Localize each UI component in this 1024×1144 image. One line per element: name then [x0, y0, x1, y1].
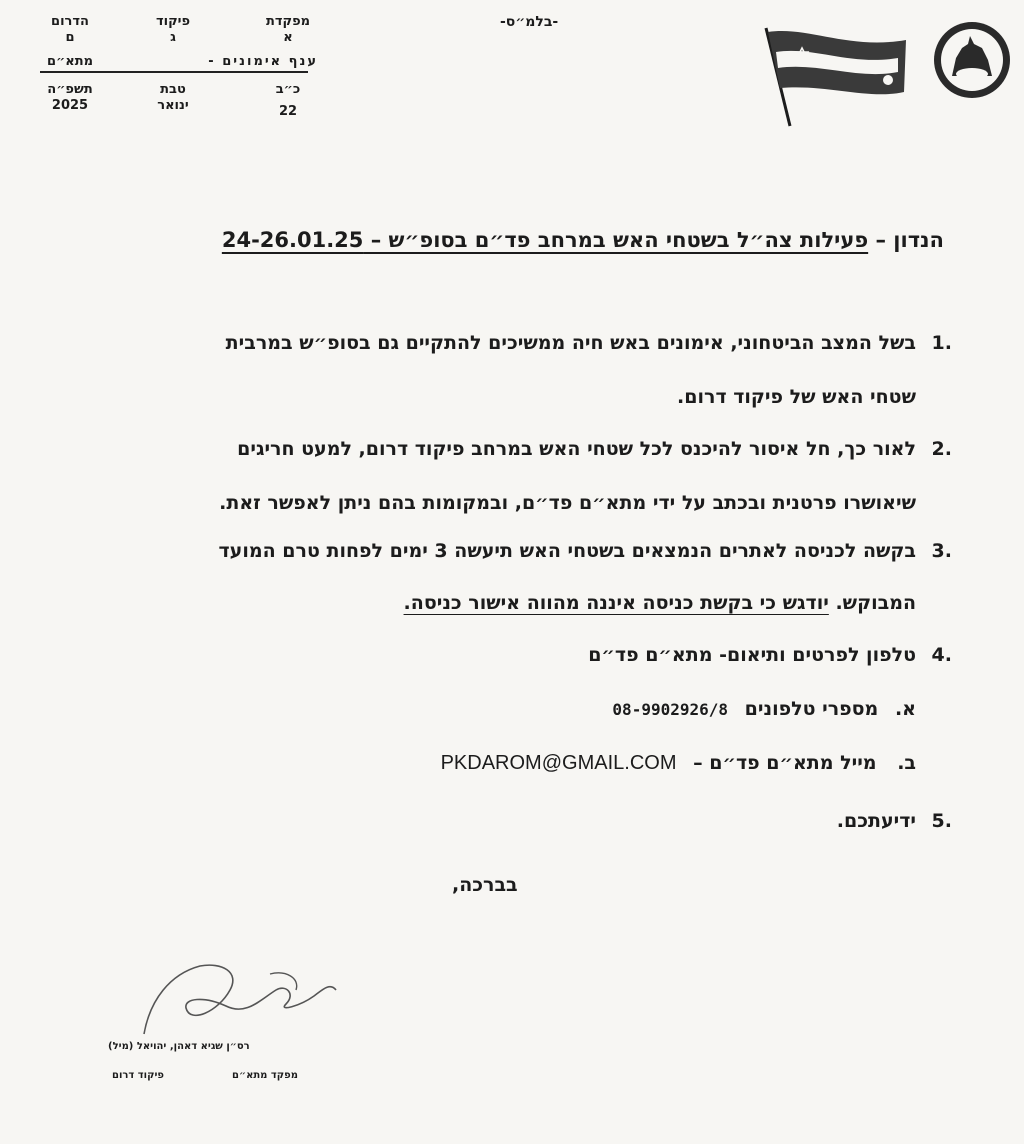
- item-number: 3.: [931, 540, 952, 562]
- org-block: [40, 14, 318, 74]
- item-1-line-1: בשל המצב הביטחוני, אימונים באש חיה ממשיכים להתקיים גם בסופ״ש במרבית: [225, 332, 916, 354]
- flag-logo: [758, 22, 918, 132]
- org-word: פיקוד: [155, 14, 191, 29]
- org-col-1: [258, 14, 318, 46]
- org-word: הדרום: [51, 14, 89, 29]
- item-number: 2.: [931, 438, 952, 460]
- item-number: 4.: [931, 644, 952, 666]
- item-3-underlined: יודגש כי בקשת כניסה איננה מהווה אישור כניסה.: [403, 592, 829, 614]
- signature-unit: פיקוד דרום: [112, 1070, 164, 1081]
- date-day: כ״ב: [275, 82, 301, 97]
- date-day-num: 22: [278, 104, 298, 119]
- sub-item-b: [441, 752, 916, 775]
- signature: [100, 960, 360, 1040]
- classification-label: -בלמ״ס-: [500, 14, 559, 30]
- org-unit: ענף אימונים -: [208, 54, 318, 69]
- date-col-month: [143, 82, 203, 114]
- item-3-line-2: [404, 592, 916, 614]
- date-col-day: [258, 82, 318, 120]
- org-unit-short: מתא״ם: [46, 54, 94, 69]
- date-year-civ: 2025: [51, 98, 89, 113]
- org-col-3: [40, 14, 100, 46]
- item-2-line-2: שיאושרו פרטנית ובכתב על ידי מתא״ם פד״ם, ובמקומות בהם ניתן לאפשר זאת.: [219, 492, 916, 514]
- date-month-civ: ינואר: [157, 98, 189, 113]
- item-3-plain: המבוקש.: [835, 592, 916, 614]
- item-5-text: ידיעתכם.: [836, 810, 916, 832]
- item-4-text: טלפון לפרטים ותיאום- מתא״ם פד״ם: [588, 644, 916, 666]
- emblem-icon: [930, 18, 1014, 102]
- org-word: א: [283, 30, 293, 45]
- org-word: מפקדת: [265, 14, 311, 29]
- item-number: 5.: [931, 810, 952, 832]
- date-month-he: טבת: [160, 82, 186, 97]
- subject-line: [222, 228, 944, 252]
- org-word: ג: [170, 30, 176, 45]
- header-rule: [40, 71, 308, 73]
- subject-prefix: הנדון –: [875, 228, 944, 252]
- signature-name: רס״ן שגיא דאהן, יהויאל (מיל): [108, 1041, 250, 1052]
- sub-letter: א.: [894, 698, 916, 720]
- sub-letter: ב.: [897, 752, 916, 774]
- closing-text: בברכה,: [452, 874, 518, 896]
- sub-item-a: [612, 698, 916, 720]
- subject-text: פעילות צה״ל בשטחי האש במרחב פד״ם בסופ״ש – 24-26.01.25: [221, 228, 869, 252]
- sub-label: מספרי טלפונים: [744, 698, 879, 720]
- sub-label: מייל מתא״ם פד״ם –: [693, 752, 877, 774]
- item-2-line-1: לאור כך, חל איסור להיכנס לכל שטחי האש במרחב פיקוד דרום, למעט חריגים: [237, 438, 916, 460]
- flag-icon: [758, 22, 918, 132]
- org-col-2: [143, 14, 203, 46]
- item-number: 1.: [931, 332, 952, 354]
- signature-title: מפקד מתא״ם: [232, 1070, 298, 1081]
- date-year-he: תשפ״ה: [47, 82, 93, 97]
- item-3-line-1: בקשה לכניסה לאתרים הנמצאים בשטחי האש תיעשה 3 ימים לפחות טרם המועד: [218, 540, 916, 562]
- signature-scribble: [100, 960, 360, 1040]
- org-word: ם: [65, 30, 75, 45]
- emblem-logo: [930, 18, 1014, 102]
- date-col-year: [40, 82, 100, 114]
- email-address: PKDAROM@GMAIL.COM: [440, 752, 677, 774]
- date-block: [40, 82, 318, 132]
- phone-numbers: 08-9902926/8: [612, 700, 729, 719]
- item-1-line-2: שטחי האש של פיקוד דרום.: [677, 386, 916, 408]
